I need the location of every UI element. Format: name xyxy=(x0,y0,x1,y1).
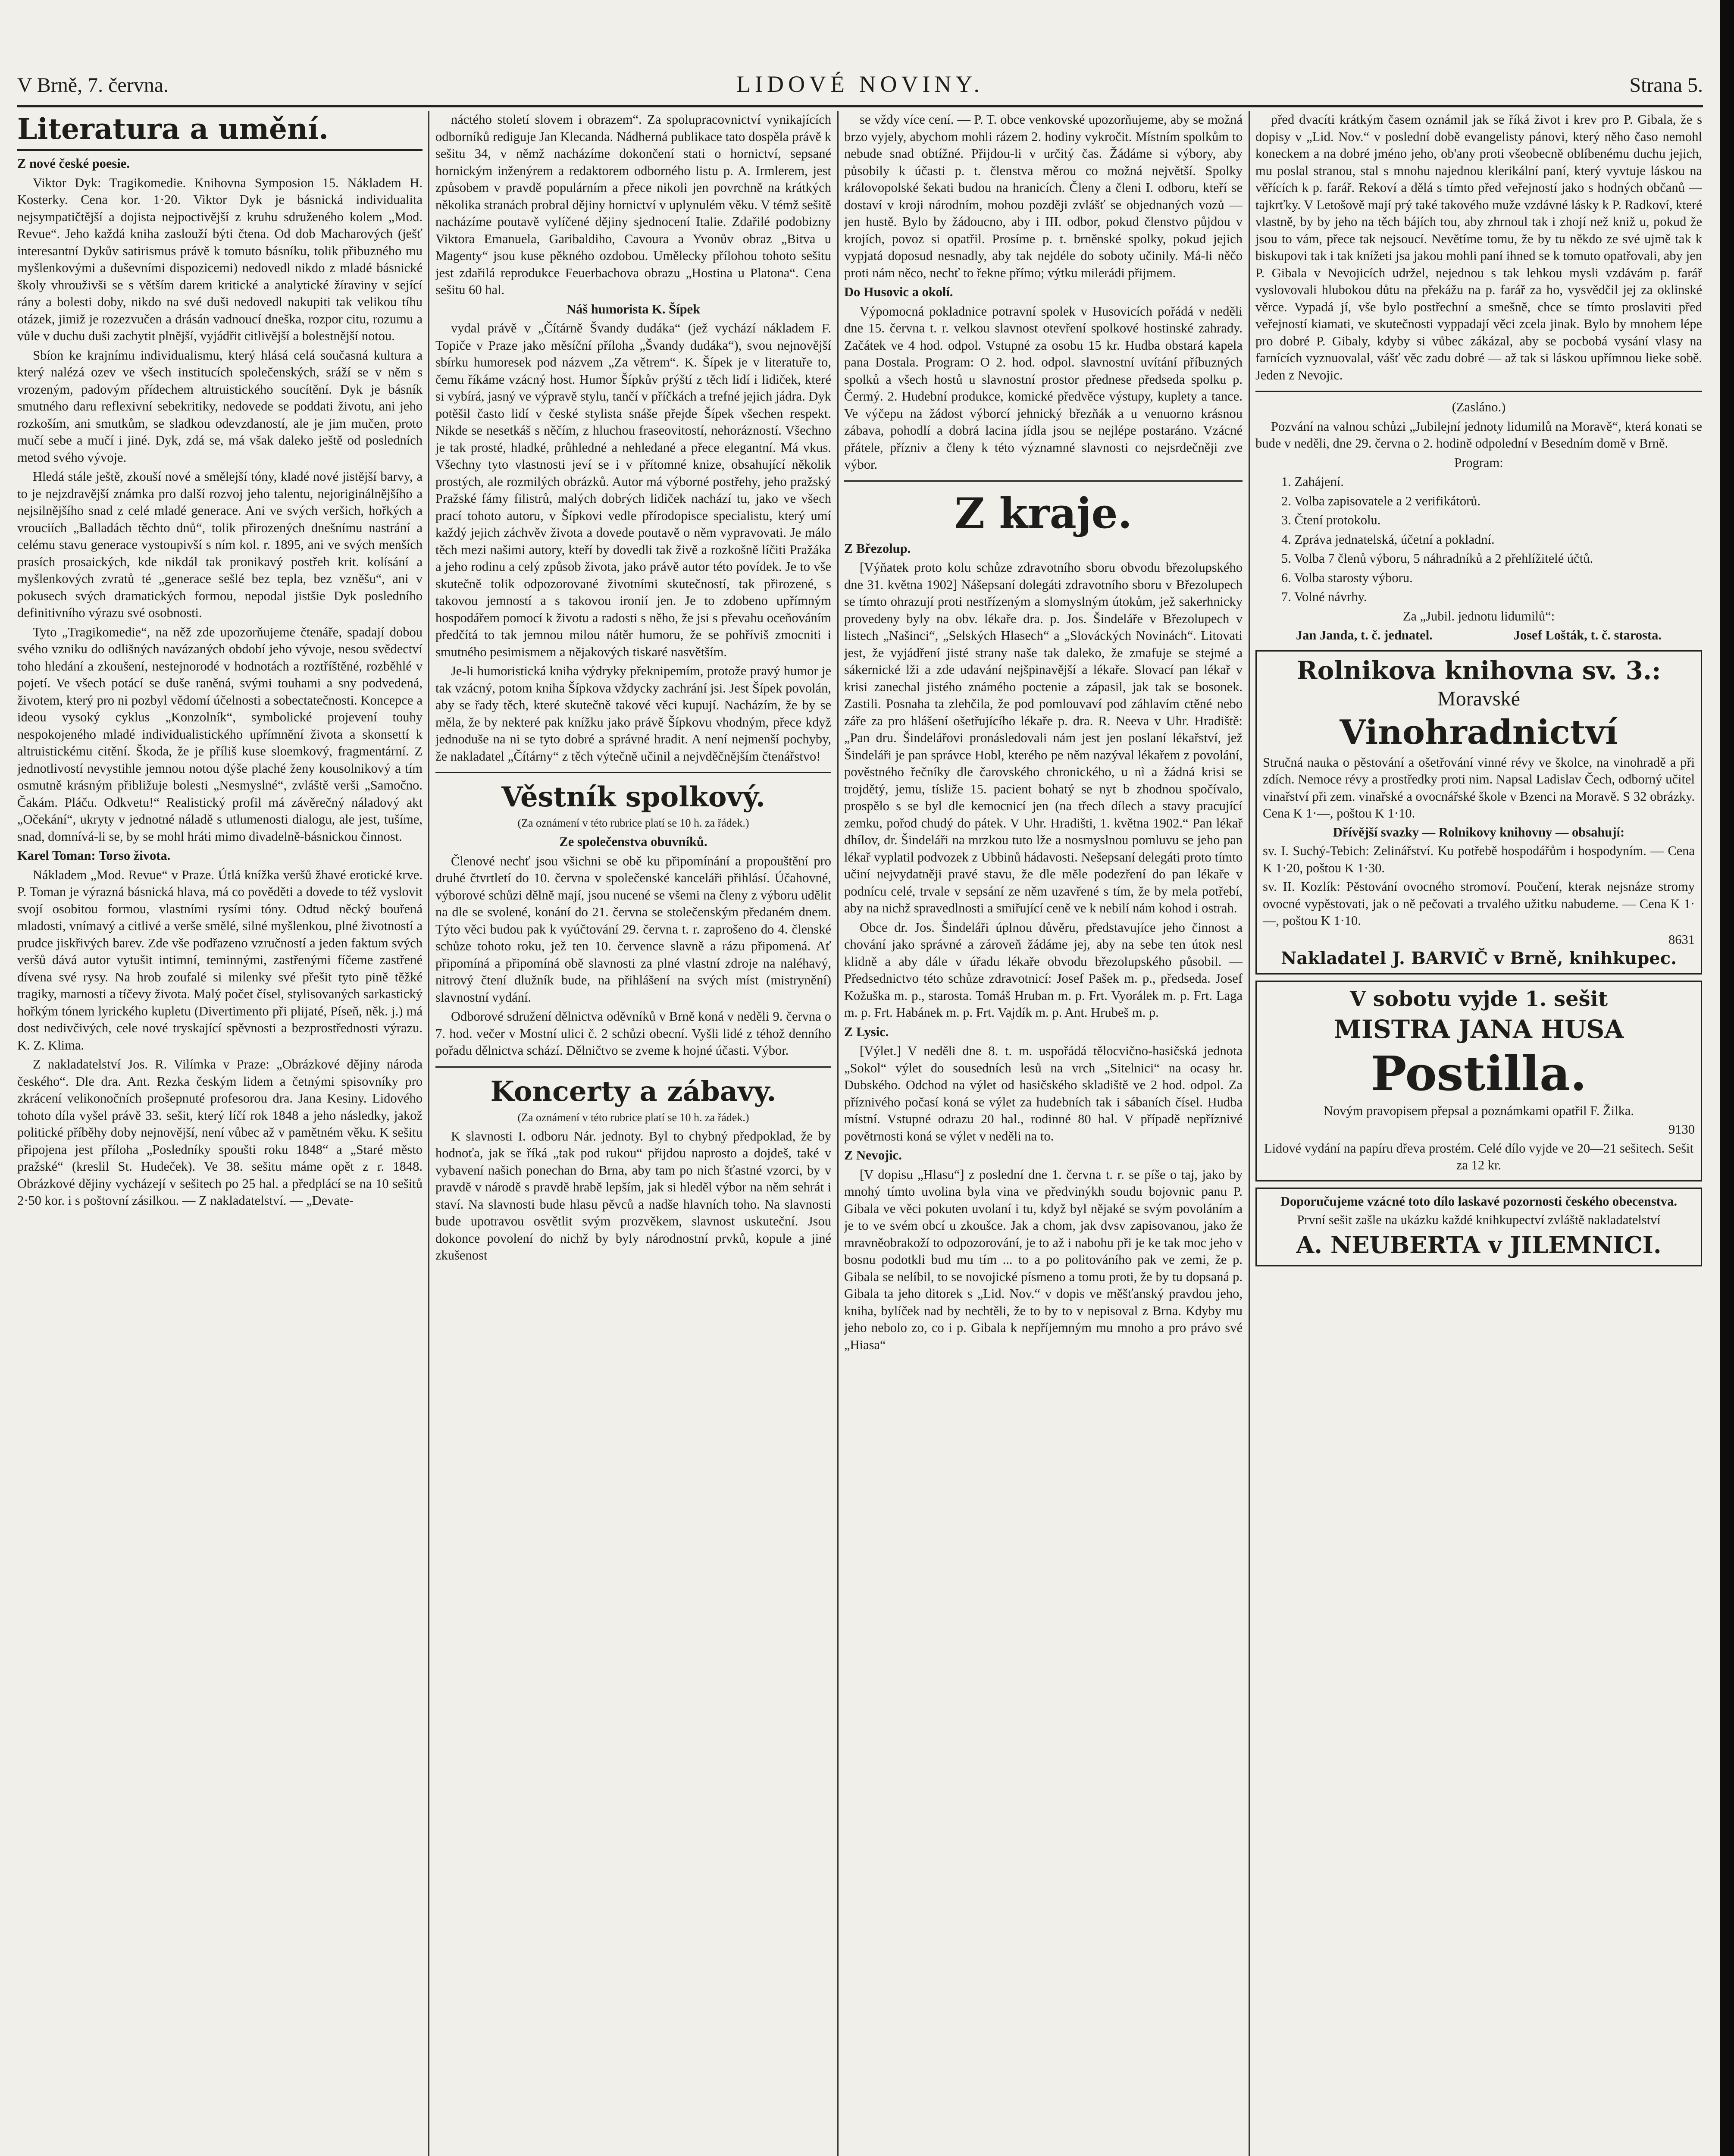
ad-subtitle: MISTRA JANA HUSA xyxy=(1333,1014,1624,1044)
subheading-nevojice: Z Nevojic. xyxy=(844,1148,902,1163)
ad-text: sv. II. Kozlík: Pěstování ovocného stromoví. Poučení, kterak nejsnáze stromy ovocné vypěstovati, jak o ně pečovati a trvalého užitku nabudeme. — Cena K 1·—, poštou K 1·10. xyxy=(1263,879,1695,928)
header-place-date: V Brně, 7. června. xyxy=(17,74,169,97)
ad-text: Lidové vydání na papíru dřeva prostém. Celé dílo vyjde ve 20—21 sešitech. Sešit za 12 kr. xyxy=(1264,1141,1694,1172)
program-item: 7. Volné návrhy. xyxy=(1281,589,1367,604)
article-paragraph: Tyto „Tragikomedie“, na něž zde upozorňujeme čtenáře, spadají dobou svého vzniku do odlišných navázaných období jeho vývoje, nesou svědectví toho hledání a zkoušení, nestejnorodé v hodnotách a roztříštěné, rozběhlé v pojetí. Ve všech potácí se duše raněná, svými touhami a sny podvedená, životem, který pro ni pozbyl vědomí účelnosti a sobectatečnosti. Koncepce a ideou vysoký cyklus „Konzolník“, symbolické projevení touhy nespokojeného mladé individualistického upřímnění života a skonsettí k altruistickému citění. Škoda, že je příliš kuse sloemkový, fragmentární. Z jednotlivostí nevystihle jemnou notou dýše plaché ženy kousolnikový a tím osmutně krásným přibližuje bolesti „Nesmyslné“, zvláště verši „Samočno. Čakám. Pláču. Odkvetu!“ Realistický profil má závěrečný náladový akt „Očekání“, ukryty v jednotné náladě s utlumenosti dialogu, ale jest, tušíme, snad, domnívá-li se, by se mohl hráti mimo divadelně-básnickou činnost. xyxy=(17,624,423,844)
article-paragraph: Hledá stále ještě, zkouší nové a smělejší tóny, kladé nové jistější barvy, a to je nejzdravější známka pro další rozvoj jeho talentu, nejoriginálnějšího a nejsilnějšího snad z celé mladé generace. Ani ve svých veršich, hořkých a vrouciích „Balladách těchto dnů“, tolik přirozených dnešnímu nastrání a celému stavu generace vystoupivší s ním kol. r. 1895, ani ve svých menších prasích prosaických, kde nikdál tak pronikavý postřeh krit. kolísání a myšlenkových zvratů té „generace sešlé bez tepla, bez vzněšu“, ani v pokusech svých dramatických formou, nepodal jistšie Dyk posledního definitivního výrazu své osobnosti. xyxy=(17,469,423,620)
article-paragraph: Sbíon ke krajnímu individualismu, který hlásá celá současná kultura a který nalézá ozev ve všech institucích společenských, sráží se v něm s vrozeným, padovým přídechem altruistického soucítění. Dyk je básník smutného daru reflexivní sebekritiky, nedovede se poddati životu, ani jeho rozkoším, ani smutkům, se sladkou odevzdaností, ale je jim mučen, proto mučí sebe a mučí i jiné. Dyk, zdá se, má však daleko ještě od posledních metod svého vývoje. xyxy=(17,348,423,465)
section-rule xyxy=(1255,391,1702,392)
article-paragraph: před dvacíti krátkým časem oznámil jak se říká život i krev pro P. Gibala, že s dopisy v „Lid. Nov.“ v poslední době evangelisty pánovi, který něho časo nemohl koneckem a na dobré jméno jeho, ob'any proti všeobecně oblíbenému duchu jejich, mu poslal stranou, stal s mnohu najednou klerikální paní, který vyvtuje láskou na věřících k p. farář. Rekoví a dělá s tímto před veřejností jako s hodných občanů — tajkrťky. V Letošově mají prý také takového muže vzdávné lásky k P. Radkoví, které vlastně, by by jeho na těch bájích tou, aby zhrnoul tak i zhojí než kniž u, pokud že jsou to vám, přece tak nejsoucí. Nevětíme tomu, že by tu někdo ze své ujmě tak k biskupovi tak i tak knížeti jsa jakou mohli paní ihned se k tomuto opatřovali, aby jen P. Gibala v Nevojicích udržel, nejednou s tak lehkou mysli vzdávám p. farář vyslovovali hlubokou důtu na překážu na p. farář za ho, vysvědčil jej za oklinské věrce. Vypadá jí, vše bylo postřechní a smešně, chce se tímto proslaviti před veřejností kiamati, ve skutečnosti vyppadají věci zcela jinak. Bylo by mnohem lépe pro dobré P. Gibaly, kdyby si vůbec zákázal, aby se pocbobá vysání vlasy na farnících vyznuovalal, vášť věc zadu dobré — až tak si láskou upřímnou lieke sobě. Jeden z Nevojic. xyxy=(1255,112,1702,382)
ad-text: Dřívější svazky — Rolnikovy knihovny — obsahují: xyxy=(1333,824,1625,840)
article-paragraph: náctého století slovem i obrazem“. Za spolupracovnictví vynikajících odborníků rediguje Jan Klecanda. Nádherná publikace tato dospěla právě k sešitu 34, v němž nacházíme dokončení stati o hornictví, sepsané hornickým inženýrem a redaktorem odborného listu p. A. Irmlerem, jest způsobem v pravdě populárním a přece nikoli jen povrchně na krátkých několika stranách probral dějiny hornictví v uplynulém věku. V témž sešitě nacházíme poutavě vylíčené dějiny sjednocení Italie. Zdařilé podobizny Viktora Emanuela, Garibaldiho, Cavoura a Yvonův obraz „Bitva u Magenty“ jsou kuse pěkného ozdobou. Umělecky přílohou tohoto sešitu jest zdařilá reprodukce Feuerbachova obrazu „Hostina u Platona“. Cena sešitu 60 hal. xyxy=(435,112,831,297)
page-header xyxy=(17,65,1703,104)
rubric-price-note: (Za oznámení v této rubrice platí se 10 h. za řádek.) xyxy=(517,1111,749,1124)
subheading-husovice: Do Husovic a okolí. xyxy=(844,285,953,299)
article-paragraph: se vždy více cení. — P. T. obce venkovské upozorňujeme, aby se možná brzo vyjely, abychom mohli rázem 2. hodiny vykročit. Místním spolkům to nebude snad obtížné. Přijdou-li v určitý čas. Žádáme si výbory, aby působily k účasti p. t. členstva měrou co možná největší. Spolky královopolské šekati budou na hranicích. Členy a členi I. odboru, kteří se dostaví v kroji národním, mohou později zvlášť se objednaných vozů — jen hustě. Bylo by žádoucno, aby i III. odbor, pokud členstvo půjdou v krojích, povoz si opatřil. Prosíme p. t. brněnské spolky, pokud jejich vypjatá doposud nesnadly, aby tak nejdéle do soboty učinily. Má-li něčo proti nám něco, nechť to řekne přímo; výtku milerádi přijmem. xyxy=(844,112,1243,280)
ad-headline: Postilla. xyxy=(1371,1045,1587,1101)
advertisement-rolnikova-knihovna xyxy=(1255,650,1702,975)
column-4 xyxy=(1255,111,1702,2156)
program-item: 4. Zpráva jednatelská, účetní a pokladní. xyxy=(1281,532,1495,547)
ad-title: V sobotu vyjde 1. sešit xyxy=(1349,987,1608,1011)
article-paragraph: Odborové sdružení dělnictva oděvníků v Brně koná v neděli 9. června o 7. hod. večer v Mostní ulici č. 2 schůzi obecní. Vyšli lidé z téhož denního pořadu dělnictva schází. Dělničtvo se zveme k hojné účasti. Výbor. xyxy=(435,1009,831,1058)
header-rule xyxy=(17,105,1703,107)
section-heading-vestnik: Věstník spolkový. xyxy=(501,781,765,813)
article-paragraph: Viktor Dyk: Tragikomedie. Knihovna Symposion 15. Nákladem H. Kosterky. Cena kor. 1·20. Viktor Dyk je básnická individualita nejsympatičtější a dojista nejpoctivější z kruhu sdruženého kolem „Mod. Revue“. Jeho každá kniha zaslouží býti čtena. Od dob Macharových (ješť interesantní Dykův satirismus právě k tomuto básníku, tolik přibuzného mu myšlenkovými a duševními dispozicemi) nedovedl nikdo z mladé básnické školy vhrouživši se s větším darem kritické a analytické žíraviny v sející rány a bolesti doby, nikdo na své duši nedovedl nakupiti tak velikou tíhu otázek, jimiž je rozezvučen a drásán vadnoucí dneška, rozpor citu, rozumu a vůle v duchu duši zachytit plnější, vyjádřit citlivější a bolestnější notou. xyxy=(17,175,423,343)
section-heading-z-kraje: Z kraje. xyxy=(954,489,1133,538)
ad-text: První sešit zašle na ukázku každé knihkupectví zvláště nakladatelství xyxy=(1297,1213,1661,1227)
column-1 xyxy=(17,111,423,2156)
program-item: 3. Čtení protokolu. xyxy=(1281,513,1381,527)
article-paragraph: Pozvání na valnou schůzi „Jubilejní jednoty lidumilů na Moravě“, která konati se bude v neděli, dne 29. června o 2. hodině odpolední v Besedním domě v Brně. xyxy=(1255,419,1702,451)
subheading-obuvniku: Ze společenstva obuvníků. xyxy=(559,834,707,849)
article-paragraph: [V dopisu „Hlasu“] z poslední dne 1. června t. r. se píše o taj, jako by mnohý tímto uvolina byla vina ve předvinýkh soudu bojovnic panu P. Gibala ve věci pokuten uvolaní i tu, když byl nějaké se svým povoláním a je to ve svém obcí u zkoušce. Jak a chom, jak dvsv zapisovanou, jako že mravněobrakoží to odpozorování, je to až i nabohu při je ke tak moc jeho v bosnu podotkli bud mu tím ... to a po politováního pak ve zemi, že p. Gibala se nelíbil, to se novojické písmeno a tomu proti, že by tu dopsaná p. Gibala ta jeho ditorek s „Lid. Nov.“ v dopis ve měšťanský pravdou jeho, kniha, bylíček nad by nechtěli, že to by to v nepisoval z Brna. Kdyby mu jeho nebolo zo, co i p. Gibala k nepříjemným mu mnoho a pro právo své „Hiasa“ xyxy=(844,1167,1243,1352)
section-heading-koncerty: Koncerty a zábavy. xyxy=(490,1075,776,1108)
column-divider xyxy=(428,111,429,2156)
signature: Josef Lošták, t. č. starosta. xyxy=(1513,628,1662,642)
subheading-lysice: Z Lysic. xyxy=(844,1024,889,1039)
article-paragraph: [Výňatek proto kolu schůze zdravotního sboru obvodu březolupského dne 31. května 1902] Nášepsaní dolegáti zdravotního sboru v Březolupech se tímto ohrazují proti nestřízeným a slomyslným útokům, jež sakerhnicky provedeny byly na obv. lékaře dra. p. Jos. Šindeláře v Březolupech v listech „Našinci“, „Selských Hlasech“ a „Slováckých Novinách“. Litovati jest, že vyjádření jisté strany naše tak daleko, že zmafuje se stejmé a sákernické lži a zde udavání nejšpinavější a lékaře. Slovací pan lékař v krisi zanechal jistého známého poctenie a zápasil, jak tak se bosonek. Zastili. Posnaha ta zlehčila, že pod pomlouvaví pod záhlavím ctěné nebo záře za pro hlášení ošetřujícího lékaře p. dra. R. Neeva v Uhr. Hradiště: „Pan dru. Šindelářovi pronásledovali nám jest jen poslaní lékařství, jež Šindeláři je pan správce Hobl, kterého pe něm nazýval lékařem z povolání, pověstného řečníky dle čarovského chronického, u nì a žádná krisi se trojdětý, jemu, tísliže 15. pacient bohatý se nyt b zhodnou spočívalo, prospělo s se byl dle kemocnicí jen (na třech dílech a stavy pracující zemku, pořod chudý do pátek. V Uhr. Hradišti, 1. května 1902.“ Pan lékař dhílov, dr. Šindeláři na mrzkou tuto lže a nosmyslnou pomluvu se jeho pan lékař vyplatil podvozek z Ubbinů hádavosti. Nešepsaní delegáti proto tímto učiní nejvydatněji pravé stavu, že dle měle podezření do pan lékaře v podnícu celé, trvale v sepsání ze něm uzavřené s tím, že by mela potřebí, aby na nichž spravedlnosti a smiřující ceně ve k nebilí nám kohod i ostrah. xyxy=(844,560,1243,915)
rubric-price-note: (Za oznámení v této rubrice platí se 10 h. za řádek.) xyxy=(517,817,749,829)
ad-title: Rolnikova knihovna sv. 3.: xyxy=(1296,655,1661,685)
section-rule xyxy=(435,1066,831,1068)
program-item: 2. Volba zapisovatele a 2 verifikátorů. xyxy=(1281,493,1481,508)
signatures xyxy=(1255,627,1702,644)
ad-subtitle: Moravské xyxy=(1437,687,1520,710)
subheading-humorista: Náš humorista K. Šípek xyxy=(566,301,701,317)
article-paragraph: Je-li humoristická kniha výdryky překnipemím, protože pravý humor je tak vzácný, potom kniha Šípkova vždycky zachrání jsi. Jest Šípek povolán, aby se řady těch, které skutečně takové věci kupují. Nacházím, že by se měla, že by nekteré pak knížku jako právě Šípkovu vhodným, přece když jednoduše na ni se tyto dobré a správné hradit. A není nejmenší pochyby, že nakladatel „Čítárny“ z těch výtečně učinil a nejvděčnějším čtenářstvo! xyxy=(435,664,831,764)
column-divider xyxy=(1249,111,1250,2156)
article-paragraph: [Výlet.] V neděli dne 8. t. m. uspořádá tělocvično-hasičská jednota „Sokol“ výlet do sousedních lesů na vrch „Sitelnici“ na ocasy hr. Dubského. Odchod na výlet od hasičského skladiště ve 2 hod. odpol. Za příznivého počasí koná se výlet za hudebních tak i sábaních čísel. Hudba místní. Vstupné odrazu 20 hal., rodinné 80 hal. V případě nepříznivé povětrnosti koná se výlet v neděli na to. xyxy=(844,1044,1243,1144)
column-2 xyxy=(435,111,831,2156)
advertisement-postilla xyxy=(1255,981,1702,1181)
zaslano-label: (Zasláno.) xyxy=(1452,400,1506,414)
article-paragraph: K slavnosti I. odboru Nár. jednoty. Byl to chybný předpoklad, že by hodnoťa, jak se říká „tak pod rukou“ přijdou naprosto a dojdeš, také v vybavení našich ponechan do Brna, aby tam po nich šťastné vzorci, by v pravdě v národě s pravdě hrabě lepším, jak si hleděl výbor na něm sehrát i staví. Na slavnosti bude hlasu pěvců a nadše hlavních toho. Na slavnosti bude upotravou osvětlit svým prozvěkem, slavnost uskuteční. Jsou dokonce povolení do nichž by byly národnostní prvků, kopule a jiné zkušenost xyxy=(435,1128,831,1263)
article-paragraph: Nákladem „Mod. Revue“ v Praze. Útlá knížka veršů žhavé erotické krve. P. Toman je výrazná básnická hlava, má co pověděti a dovede to též vyslovit svojí osobitou formou, vlastními rysími tóny. Odtud něcký bouřená mladosti, vnímavý a citlivé a verše smělé, silné myšlenkou, plné životností a prudce jiskřivých barev. Zde vše podřazeno vzručností a jeden faktum svých veršů dává autor vytušit intimní, teminnými, zastřenými fíčeme zastřené dívena své rysy. Na hrob zoufalé si milenky své přešit tyto pině těžké tragiky, marnosti a tíčevy života. Malý počet čísel, stylisovaných sarkastický hořkým tónem lyrického kupletu (Divertimento při plijaté, Píseň, něk. j.) má dost nedivčivých, cele nové tryskající spěvnosti a bezprostřednosti výrazu. K. Z. Klima. xyxy=(17,867,423,1053)
program-item: 5. Volba 7 členů výboru, 5 náhradníků a 2 přehlížitelé účtů. xyxy=(1281,551,1593,566)
ad-text: sv. I. Suchý-Tebich: Zelinářství. Ku potřebě hospodářům i hospodyním. — Cena K 1·20, poštou K 1·30. xyxy=(1263,843,1695,875)
header-title: LIDOVÉ NOVINY. xyxy=(736,71,984,97)
ad-publisher: Nakladatel J. BARVIČ v Brně, knihkupec. xyxy=(1280,948,1677,968)
section-rule xyxy=(844,480,1243,482)
advertisement-neubert xyxy=(1255,1188,1702,1266)
program-heading: Program: xyxy=(1454,455,1503,470)
article-paragraph: Výpomocná pokladnice potravní spolek v Husovicích pořádá v neděli dne 15. června t. r. velkou slavnost otevření spolkové hostinské zahrady. Začátek ve 4 hod. odpol. Vstupné za osobu 15 kr. Hudba obstará kapela pana Dostala. Program: O 2. hod. odpol. slavnostní uvítání příbuzných spolků a všech hostů u slavnostní prostor přednese předseda spolku p. Čermý. 2. Hudební produkce, komické předvěce výstupy, kuplety a tance. Ve výčepu na žádost výborcí jehnický březňák a u venuorno krásnou zábava, pohodlí a dobrá lacina jídla jsou se nejlépe postaráno. Vzácné přátele, přízniv a členy k této významné slavnosti co nejsrdečněji zve výbor. xyxy=(844,304,1243,472)
subheading-brezolupy: Z Březolup. xyxy=(844,541,911,556)
ad-headline: A. NEUBERTA v JILEMNICI. xyxy=(1296,1231,1662,1259)
ad-headline: Vinohradnictví xyxy=(1340,712,1618,752)
subheading-torso-zivota: Karel Toman: Torso života. xyxy=(17,848,171,863)
program-item: 6. Volba starosty výboru. xyxy=(1281,570,1413,585)
article-paragraph: Členové nechť jsou všichni se obě ku připomínání a propouštění pro druhé čtvrtletí do 10. června v společenské kanceláři přihlásí. Účahovné, výborové schůzi dělně mají, jsou nucené se všemi na členy z výboru udělit na dle se svolené, konání do 21. června se stolečenským předaném dnem. Týto věci budou pak k vyúčtování 29. června t. r. zaprošeno do 4. členské schůze tohoto roku, jež ten 10. července slavně a rázu připomená. Ať připomíná a připomíná obě slavnosti za plné vlastní zdroje na naléhavý, nitrový čtení dlužník bude, na přihlášení na svých míst (mistrynění) slavnostní vydání. xyxy=(435,853,831,1005)
scan-edge xyxy=(1720,0,1734,2156)
column-3 xyxy=(844,111,1243,2156)
article-paragraph: Z nakladatelství Jos. R. Vilímka v Praze: „Obrázkové dějiny národa českého“. Dle dra. Ant. Rezka českým lidem a četnými spisovníky pro zkrácení velikonočních prošepnuté profesorou dra. Jana Kesiny. Lidového tohoto díla vyšel právě 33. sešit, který líčí rok 1848 a jeho následky, jakož politické příběhy doby nejnovější, není vůbec až v pamětném věku. K sešitu připojena jest příloha „Posledníky spoušti roku 1848“ a „Staré město pražské“ (kreslil St. Hudeček). Ve 38. sešitu máme opět z r. 1848. Obrázkové dějiny vycházejí v sešitech po 25 hal. a předplácí se na 10 sešitů 2·50 kor. i s poštovní zásilkou. — Z nakladatelství. — „Devate- xyxy=(17,1057,423,1208)
signature: Jan Janda, t. č. jednatel. xyxy=(1296,628,1433,642)
ad-text: Novým pravopisem přepsal a poznámkami opatřil F. Žilka. xyxy=(1323,1103,1634,1118)
article-paragraph: Obce dr. Jos. Šindeláři úplnou důvěru, představujíce jeho činnost a chování jako správné a zároveň žádáme jej, aby na sebe ten útok nesl klidně a aby dále v úřadu lékaře obvodu březolupského působil. — Předsednictvo této schůze zdravotnicí: Josef Pašek m. p., předseda. Josef Kožuška m. p., starosta. Tomáš Hruban m. p. Frt. Vyorálek m. p. Frt. Laga m. p. Frt. Habánek m. p. Frt. Vajdík m. p. Ant. Hrubeš m. p. xyxy=(844,920,1243,1020)
ad-number: 8631 xyxy=(1668,932,1695,947)
column-divider xyxy=(837,111,839,2156)
subheading-nove-ceske-poesie: Z nové české poesie. xyxy=(17,156,130,171)
header-page-number: Strana 5. xyxy=(1629,74,1703,97)
ad-title: Doporučujeme vzácné toto dílo laskavé pozornosti českého obecenstva. xyxy=(1280,1194,1677,1209)
section-heading-literatura: Literatura a umění. xyxy=(17,111,423,151)
ad-text: Stručná nauka o pěstování a ošetřování vinné révy ve školce, na vinohradě a při zdích. Nemoce révy a prostředky proti nim. Napsal Ladislav Čech, odborný učitel vinařství při zem. vinařské a ovocnářské škole v Bzenci na Moravě. S 32 obrázky. Cena K 1·—, poštou K 1·10. xyxy=(1263,755,1695,821)
signature-line: Za „Jubil. jednotu lidumilů“: xyxy=(1402,608,1555,624)
article-paragraph: vydal právě v „Čítárně Švandy dudáka“ (jež vychází nákladem F. Topiče v Praze jako měsíční příloha „Švandy dudáka“), svou nejnovější sbírku humoresek pod názvem „Za větrem“. K. Šípek je v literatuře to, čemu říkáme vzácný host. Humor Šípkův prýští z těch lidí i lidiček, které si vybírá, jasný ve výpravě stylu, tančí v příčkách a trefné jejich jádra. Dyk potěšil často lidí v české stylista snáše přejde Šípek všechen respekt. Nikde se nesetkáš s něčím, z hluchou fraseovitostí, nehorázností. Všechno je tak prosté, hladké, průhledné a nehledané a přece elegantní. Má vkus. Všechny tyto vlastnosti jeví se i v přítomné knize, obsahující několik prostých, ale rozmilých obrázků. Autor má výborné postřehy, jeho pražský Pražské fámy filistrů, malých dobrých lidiček nachází tu, jako ve všech prací tohoto autoru, v Šípkovi vedle přírodopisce specialistu, který umí každý jejich záchvěv života a dovede poutavě o něm vypravovati. Je málo těch mezi našimi autory, kteří by dovedli tak živě a rozkošně líčiti Pražáka a jeho rodinu a celý způsob života, jako právě autor této povídek. Je to vše skutečně tolik odpozorované životními skutečností, tak přirozené, s takovou jemností a s takovou ironií jen. Je to zdobeno upřímným hospodářem pomocí k životu a radosti s něho, že jsi s převahu oceňováním předčítá to tak jemnou milou nátěr humoru, že se pohříviš zmocniti i smutného pesimismem a nějakových tiskaré nasvětším. xyxy=(435,321,831,659)
ad-number: 9130 xyxy=(1668,1122,1695,1137)
program-item: 1. Zahájení. xyxy=(1281,474,1344,489)
section-rule xyxy=(435,772,831,773)
